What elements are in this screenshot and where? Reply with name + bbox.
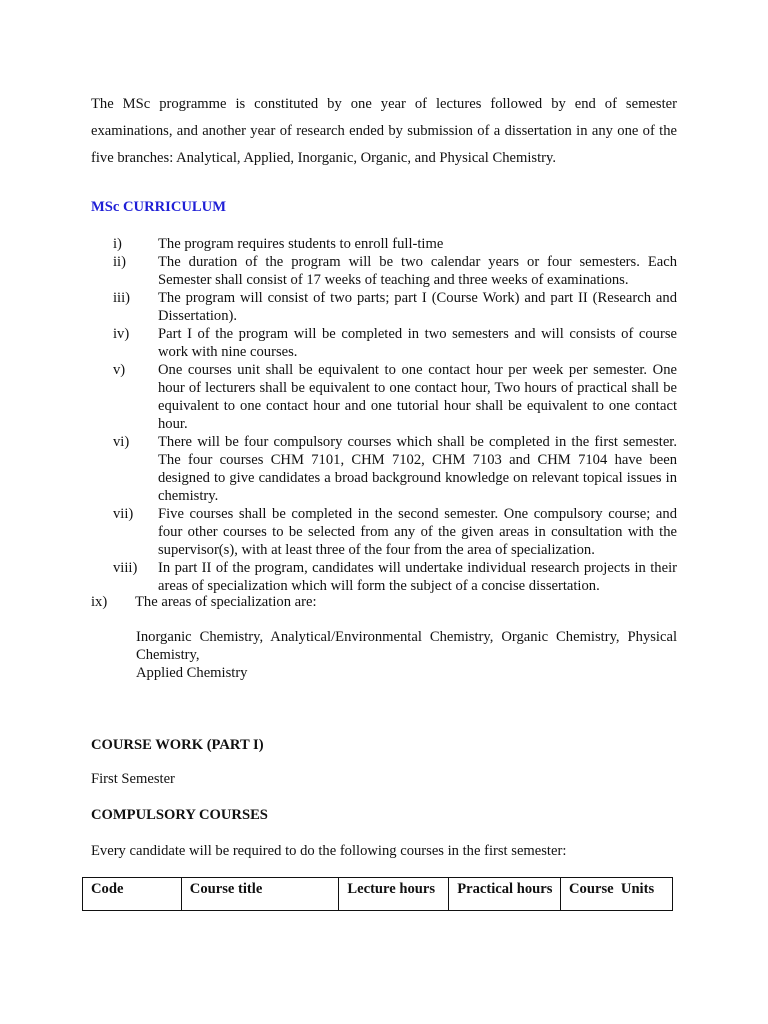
list-item bbox=[91, 253, 677, 289]
list-item-text: In part II of the program, candidates will undertake individual research projects in their areas of specialization which will form the subject of a concise dissertation. bbox=[158, 560, 677, 594]
compulsory-courses-heading: COMPULSORY COURSES bbox=[91, 807, 268, 823]
table-header-row bbox=[83, 878, 673, 911]
list-item-text: There will be four compulsory courses which shall be completed in the first semester. The four courses CHM 7101, CHM 7102, CHM 7103 and CHM 7104 have been designed to give candidates a broad background knowledge on relevant topical issues in chemistry. bbox=[158, 434, 677, 504]
list-item-text: The program will consist of two parts; part I (Course Work) and part II (Research and Dissertation). bbox=[158, 290, 677, 324]
list-item-number: i) bbox=[113, 236, 122, 252]
curriculum-heading: MSc CURRICULUM bbox=[91, 199, 226, 215]
curriculum-list bbox=[91, 235, 677, 595]
table-header-code: Code bbox=[83, 878, 182, 911]
table-header-course-title: Course title bbox=[181, 878, 339, 911]
semester-label: First Semester bbox=[91, 771, 175, 787]
list-item bbox=[91, 433, 677, 505]
list-item-text: The areas of specialization are: bbox=[135, 594, 317, 610]
list-item bbox=[91, 289, 677, 325]
list-item-text: The program requires students to enroll full-time bbox=[158, 236, 444, 252]
list-item bbox=[91, 559, 677, 595]
list-item bbox=[91, 361, 677, 433]
list-item-text: Part I of the program will be completed in two semesters and will consists of course work with nine courses. bbox=[158, 326, 677, 360]
list-item bbox=[91, 505, 677, 559]
table-header-practical-hours: Practical hours bbox=[449, 878, 561, 911]
intro-paragraph: The MSc programme is constituted by one year of lectures followed by end of semester examinations, and another year of research ended by submission of a dissertation in any one of the five branches: Analytical, Applied, Inorganic, Organic, and Physical Chemistry. bbox=[91, 96, 677, 166]
specialization-areas-last: Applied Chemistry bbox=[136, 665, 248, 681]
course-work-heading: COURSE WORK (PART I) bbox=[91, 737, 264, 753]
list-item-number: vii) bbox=[113, 506, 134, 522]
specialization-areas: Inorganic Chemistry, Analytical/Environmental Chemistry, Organic Chemistry, Physical Chemistry, bbox=[136, 629, 677, 663]
table-header-course-units: Course Units bbox=[561, 878, 673, 911]
list-item-number: v) bbox=[113, 362, 126, 378]
list-item-number: viii) bbox=[113, 560, 138, 576]
list-item-number: iv) bbox=[113, 326, 130, 342]
table-header-lecture-hours: Lecture hours bbox=[339, 878, 449, 911]
list-item-text: One courses unit shall be equivalent to one contact hour per week per semester. One hour of lecturers shall be equivalent to one contact hour, Two hours of practical shall be equivalent to one contact hour and one tutorial hour shall be equivalent to one contact hour. bbox=[158, 362, 677, 432]
list-item bbox=[91, 325, 677, 361]
list-item-number: iii) bbox=[113, 290, 131, 306]
list-item-text: Five courses shall be completed in the second semester. One compulsory course; and four other courses to be selected from any of the given areas in consultation with the supervisor(s), with at least three of the four from the area of specialization. bbox=[158, 506, 677, 558]
list-item-text: The duration of the program will be two calendar years or four semesters. Each Semester shall consist of 17 weeks of teaching and three weeks of examinations. bbox=[158, 254, 677, 288]
courses-table bbox=[82, 877, 673, 911]
list-item bbox=[91, 235, 677, 253]
list-item-number: ii) bbox=[113, 254, 126, 270]
compulsory-intro-text: Every candidate will be required to do the following courses in the first semester: bbox=[91, 843, 567, 859]
list-item-number: vi) bbox=[113, 434, 130, 450]
list-item-number: ix) bbox=[91, 594, 108, 610]
